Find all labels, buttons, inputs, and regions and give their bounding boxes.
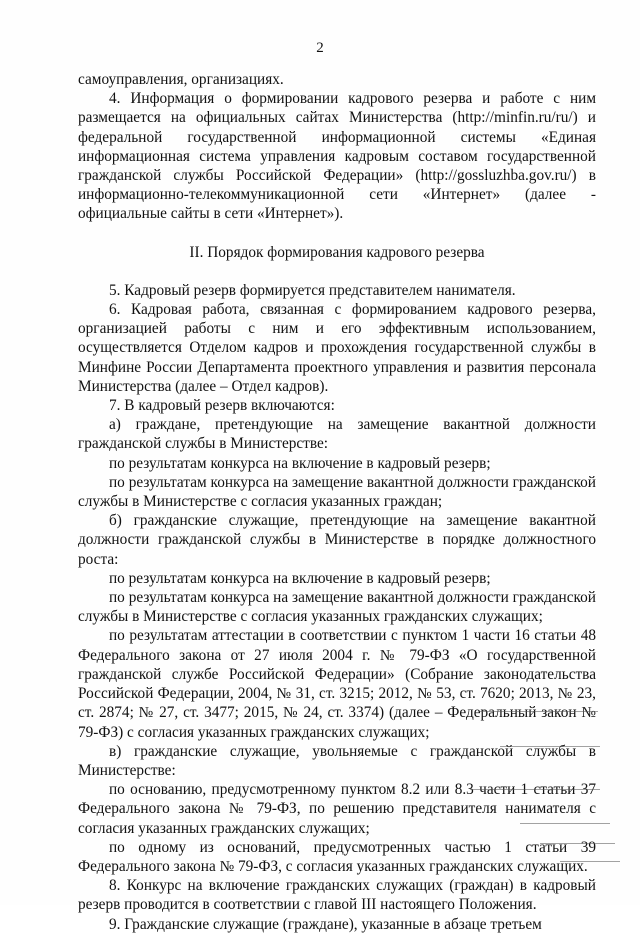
paragraph-9: 9. Гражданские служащие (граждане), указанные в абзаце третьем [109, 915, 542, 933]
clause-v-item-2: по одному из оснований, предусмотренных частью 1 статьи 39 Федерального закона № 79-ФЗ, с согласия указанных гражданских служащих. [78, 838, 596, 875]
scan-artifact-line [470, 789, 600, 790]
paragraph-6: 6. Кадровая работа, связанная с формированием кадрового резерва, организацией работы с ним и его эффективным использованием, осуществляется Отделом кадров и прохождения государственной службы в Минфине России Департамента проектного управления и развития персонала Министерства (далее – Отдел кадров). [78, 301, 596, 395]
scan-artifact-line [520, 823, 610, 824]
document-body [78, 70, 596, 934]
paragraph-7: 7. В кадровый резерв включаются: [109, 397, 335, 415]
paragraph-5: 5. Кадровый резерв формируется представителем нанимателя. [109, 281, 516, 299]
scan-artifact-line [540, 843, 615, 844]
clause-v-item-1: по основанию, предусмотренному пунктом 8.2 или 8.3 части 1 статьи 37 Федерального закона № 79-ФЗ, по решению представителя нанимателя с согласия указанных гражданских служащих; [78, 781, 596, 837]
paragraph-4: 4. Информация о формировании кадрового резерва и работе с ним размещается на официальных сайтах Министерства (http://minfin.ru/ru/) и федеральной государственной информационной системы «Единая информационная система управления кадровым составом государственной гражданской службы Российской Федерации» (http://gossluzhba.gov.ru/) в информационно-телекоммуникационной сети «Интернет» (далее - официальные сайты в сети «Интернет»). [78, 90, 596, 223]
clause-v: в) гражданские служащие, увольняемые с гражданской службы в Министерстве: [78, 742, 596, 779]
clause-b-item-3: по результатам аттестации в соответствии с пунктом 1 части 16 статьи 48 Федерального закона от 27 июля 2004 г. № 79-ФЗ «О государственной гражданской службе Российской Федерации» (Собрание законодательства Российской Федерации, 2004, № 31, ст. 3215; 2012, № 53, ст. 7620; 2013, № 23, ст. 2874; № 27, ст. 3477; 2015, № 24, ст. 3374) (далее – Федеральный закон № 79-ФЗ) с согласия указанных гражданских служащих; [78, 627, 596, 741]
paragraph-8: 8. Конкурс на включение гражданских служащих (граждан) в кадровый резерв проводится в соответствии с главой III настоящего Положения. [78, 877, 596, 914]
clause-b-item-2: по результатам конкурса на замещение вакантной должности гражданской службы в Министерстве с согласия указанных гражданских служащих; [78, 589, 596, 626]
clause-a-item-1: по результатам конкурса на включение в кадровый резерв; [109, 454, 491, 472]
scan-artifact-line [480, 711, 598, 712]
clause-a: а) граждане, претендующие на замещение вакантной должности гражданской службы в Министерстве: [78, 416, 596, 453]
page-number: 2 [316, 40, 324, 56]
scan-artifact-line [560, 861, 620, 862]
scan-artifact-line [500, 746, 600, 747]
clause-a-item-2: по результатам конкурса на замещение вакантной должности гражданской службы в Министерстве с согласия указанных граждан; [78, 473, 596, 511]
clause-b-item-1: по результатам конкурса на включение в кадровый резерв; [109, 569, 491, 587]
section-heading: II. Порядок формирования кадрового резерва [189, 243, 485, 261]
clause-b: б) гражданские служащие, претендующие на замещение вакантной должности гражданской службы в Министерстве в порядке должностного роста: [78, 512, 596, 568]
paragraph-continuation: самоуправления, организациях. [78, 71, 284, 88]
